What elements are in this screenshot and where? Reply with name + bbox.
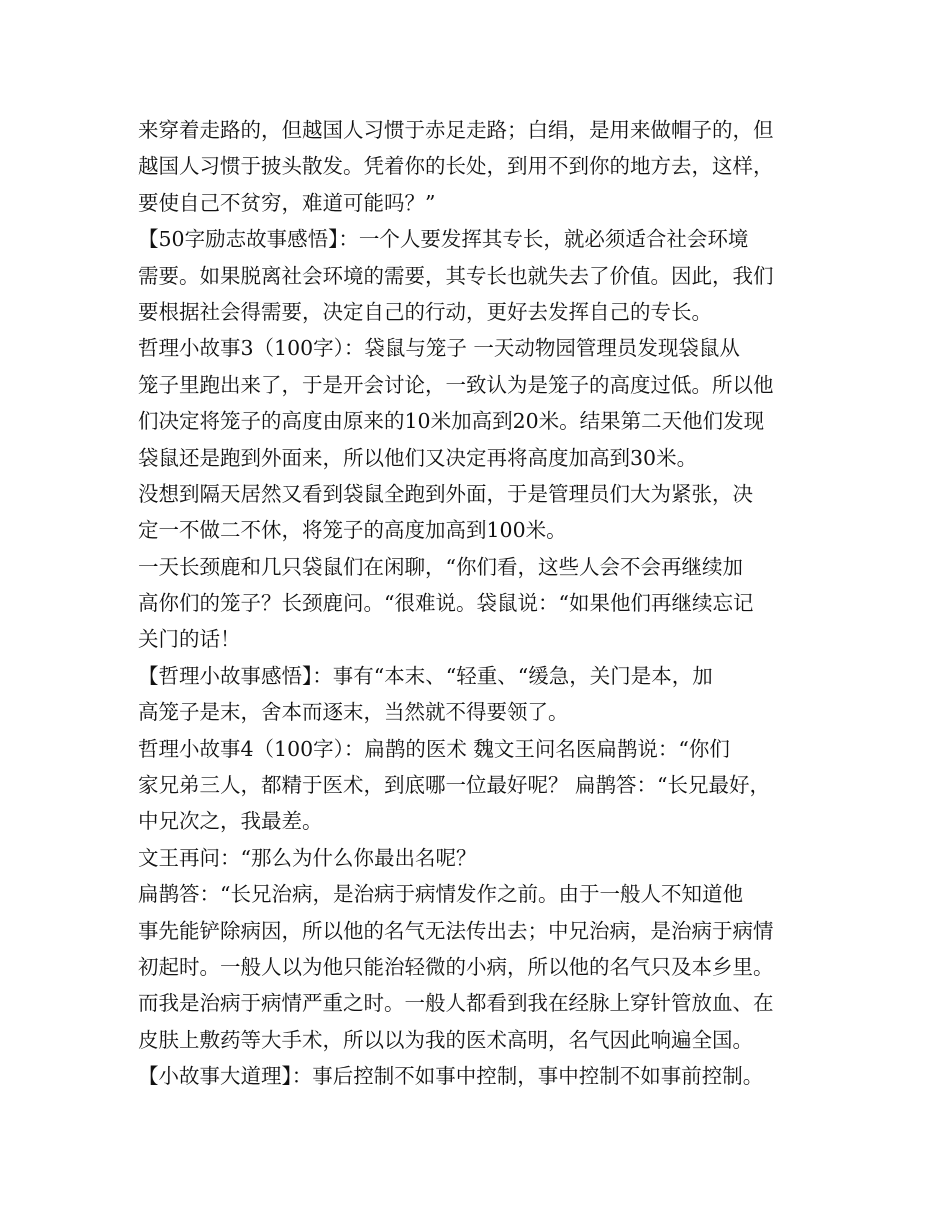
text-line: 而我是治病于病情严重之时。一般人都看到我在经脉上穿针管放血、在: [138, 991, 774, 1016]
text-line: 没想到隔天居然又看到袋鼠全跑到外面，于是管理员们大为紧张，决: [138, 481, 753, 506]
text-line: 中兄次之，我最差。: [138, 809, 323, 834]
text-line: 【哲理小故事感悟】：事有“本末、“轻重、“缓急，关门是本，加: [138, 663, 713, 688]
text-line: 家兄弟三人，都精于医术，到底哪一位最好呢？ 扁鹊答：“长兄最好，: [138, 773, 770, 798]
text-line: 越国人习惯于披头散发。凭着你的长处，到用不到你的地方去，这样，: [138, 154, 774, 179]
text-line: 文王再问：“那么为什么你最出名呢？: [138, 845, 477, 870]
text-line: 事先能铲除病因，所以他的名气无法传出去；中兄治病，是治病于病情: [138, 918, 774, 943]
text-line: 哲理小故事4（100字）：扁鹊的医术 魏文王问名医扁鹊说：“你们: [138, 736, 730, 761]
text-line: 笼子里跑出来了，于是开会讨论，一致认为是笼子的高度过低。所以他: [138, 372, 774, 397]
text-line: 定一不做二不休，将笼子的高度加高到100米。: [138, 518, 567, 543]
text-line: 要使自己不贫穷，难道可能吗？”: [138, 190, 436, 215]
text-line: 初起时。一般人以为他只能治轻微的小病，所以他的名气只及本乡里。: [138, 954, 774, 979]
text-line: 来穿着走路的，但越国人习惯于赤足走路；白绢，是用来做帽子的，但: [138, 118, 774, 142]
text-line: 要根据社会得需要，决定自己的行动，更好去发挥自己的专长。: [138, 299, 712, 324]
text-line: 袋鼠还是跑到外面来，所以他们又决定再将高度加高到30米。: [138, 445, 698, 470]
text-line: 高笼子是末，舍本而逐末，当然就不得要领了。: [138, 700, 569, 725]
text-line: 们决定将笼子的高度由原来的10米加高到20米。结果第二天他们发现: [138, 409, 765, 434]
text-line: 一天长颈鹿和几只袋鼠们在闲聊，“你们看，这些人会不会再继续加: [138, 554, 743, 579]
text-line: 【小故事大道理】：事后控制不如事中控制，事中控制不如事前控制。: [138, 1064, 764, 1089]
text-line: 扁鹊答：“长兄治病，是治病于病情发作之前。由于一般人不知道他: [138, 882, 743, 907]
text-line: 【50字励志故事感悟】：一个人要发挥其专长，就必须适合社会环境: [138, 227, 749, 252]
document-body: [138, 112, 838, 1095]
text-line: 哲理小故事3（100字）：袋鼠与笼子 一天动物园管理员发现袋鼠从: [138, 336, 740, 361]
text-line: 关门的话！: [138, 627, 241, 652]
text-line: 需要。如果脱离社会环境的需要，其专长也就失去了价值。因此，我们: [138, 263, 774, 288]
text-line: 皮肤上敷药等大手术，所以以为我的医术高明，名气因此响遍全国。: [138, 1027, 753, 1052]
text-line: 高你们的笼子？长颈鹿问。“很难说。袋鼠说：“如果他们再继续忘记: [138, 591, 754, 616]
